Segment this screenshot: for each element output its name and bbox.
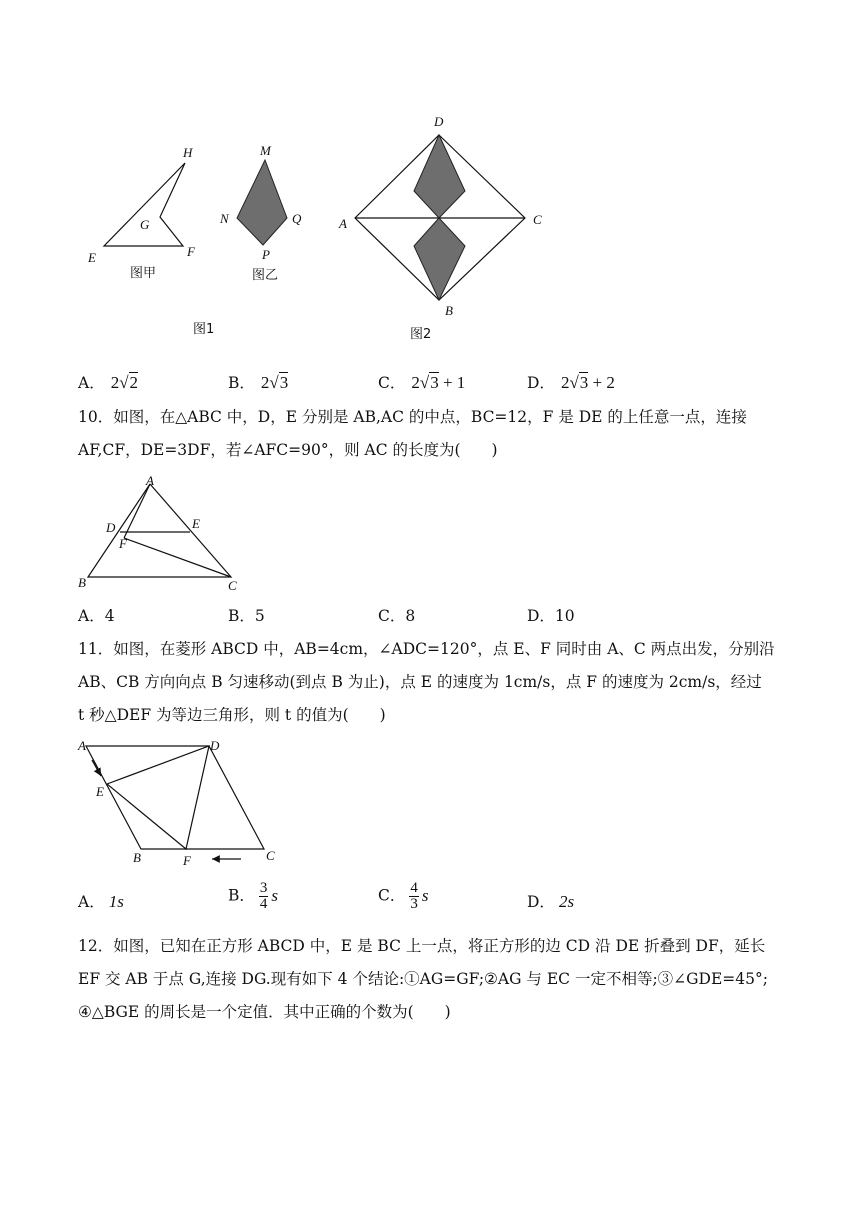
q11-option-b-letter: B． (228, 886, 255, 905)
q9-option-d-letter: D． (527, 374, 555, 392)
q9-option-d (527, 371, 615, 393)
q9-option-b-letter: B． (228, 374, 255, 392)
q11-option-a-letter: A． (78, 893, 105, 911)
figure2 (338, 114, 542, 342)
label-P: P (262, 247, 270, 262)
label-A: A (78, 738, 86, 753)
q10-option-b: B．5 (228, 607, 265, 625)
caption-jia: 图甲 (130, 266, 157, 281)
q12-line1: 12．如图，已知在正方形 ABCD 中，E 是 BC 上一点，将正方形的边 CD 沿 DE 折叠到 DF，延长 (78, 937, 766, 955)
label-C: C (228, 578, 237, 593)
label-F: F (183, 853, 191, 868)
q11-option-a (78, 890, 124, 912)
q10-line2: AF,CF，DE=3DF，若∠AFC=90°，则 AC 的长度为( ) (78, 441, 498, 459)
label-E: E (88, 250, 96, 265)
q12-line2: EF 交 AB 于点 G,连接 DG.现有如下 4 个结论:①AG=GF;②AG 与 EC 一定不相等;③∠GDE=45°; (78, 970, 768, 988)
q10-figure (70, 470, 260, 595)
figure-yi (219, 143, 302, 283)
figure-jia (87, 145, 196, 281)
q11-option-d-text: 2s (558, 892, 575, 911)
fraction-denominator: 3 (410, 896, 418, 912)
label-D: D (434, 114, 444, 129)
label-G: G (140, 217, 150, 232)
q9-option-a (78, 371, 138, 393)
q9-option-a-math: 2√2 (110, 373, 139, 392)
label-B: B (78, 575, 86, 590)
q11-option-b (228, 881, 278, 912)
q10-line1: 10．如图，在△ABC 中，D，E 分别是 AB,AC 的中点，BC=12，F 是 DE 的上任意一点，连接 (78, 408, 747, 426)
label-M: M (260, 143, 271, 158)
q9-option-b-math: 2√3 (260, 373, 289, 392)
q11-option-b-fraction (259, 881, 269, 912)
q9-option-b (228, 371, 288, 393)
caption-figure2: 图2 (410, 327, 432, 342)
caption-yi: 图乙 (252, 268, 279, 283)
label-D: D (106, 520, 116, 535)
q11-option-a-text: 1s (108, 892, 124, 911)
unit: s (421, 885, 429, 905)
label-B: B (445, 303, 453, 318)
caption-figure1: 图1 (193, 322, 215, 337)
label-D: D (210, 738, 220, 753)
q11-option-d (527, 890, 574, 912)
q9-option-a-letter: A． (78, 374, 105, 392)
q11-figure (70, 733, 290, 868)
fraction-numerator: 4 (410, 880, 418, 896)
label-Q: Q (292, 211, 302, 226)
label-E: E (96, 784, 104, 799)
label-C: C (533, 212, 542, 227)
label-C: C (266, 848, 275, 863)
q12-line3: ④△BGE 的周长是一个定值．其中正确的个数为( ) (78, 1003, 451, 1021)
q9-option-c-math: 2√3 + 1 (411, 373, 466, 392)
label-E: E (192, 516, 200, 531)
q10-option-a: A．4 (78, 607, 115, 625)
label-B: B (133, 850, 141, 865)
unit: s (271, 885, 279, 905)
q9-option-d-math: 2√3 + 2 (560, 373, 615, 392)
q9-option-c-letter: C． (378, 374, 406, 392)
q11-option-c-letter: C． (378, 886, 406, 905)
label-N: N (220, 211, 229, 226)
label-F: F (187, 244, 195, 259)
q11-option-c (378, 881, 429, 912)
fraction-denominator: 4 (259, 896, 268, 912)
label-F: F (119, 536, 127, 551)
q10-option-c: C．8 (378, 607, 416, 625)
q11-line1: 11．如图，在菱形 ABCD 中，AB=4cm，∠ADC=120°，点 E、F 同时由 A、C 两点出发，分别沿 (78, 640, 775, 658)
q9-option-c (378, 371, 465, 393)
q10-option-d: D．10 (527, 607, 575, 625)
label-A: A (339, 216, 347, 231)
q11-line2: AB、CB 方向向点 B 匀速移动(到点 B 为止)，点 E 的速度为 1cm/s，点 F 的速度为 2cm/s，经过 (78, 673, 762, 691)
q11-option-c-fraction (409, 881, 419, 912)
label-H: H (183, 145, 193, 160)
fraction-numerator: 3 (259, 880, 268, 896)
q11-option-d-letter: D． (527, 893, 555, 911)
label-A: A (146, 473, 154, 488)
q9-figures (0, 100, 860, 350)
q11-line3: t 秒△DEF 为等边三角形，则 t 的值为( ) (78, 706, 386, 724)
